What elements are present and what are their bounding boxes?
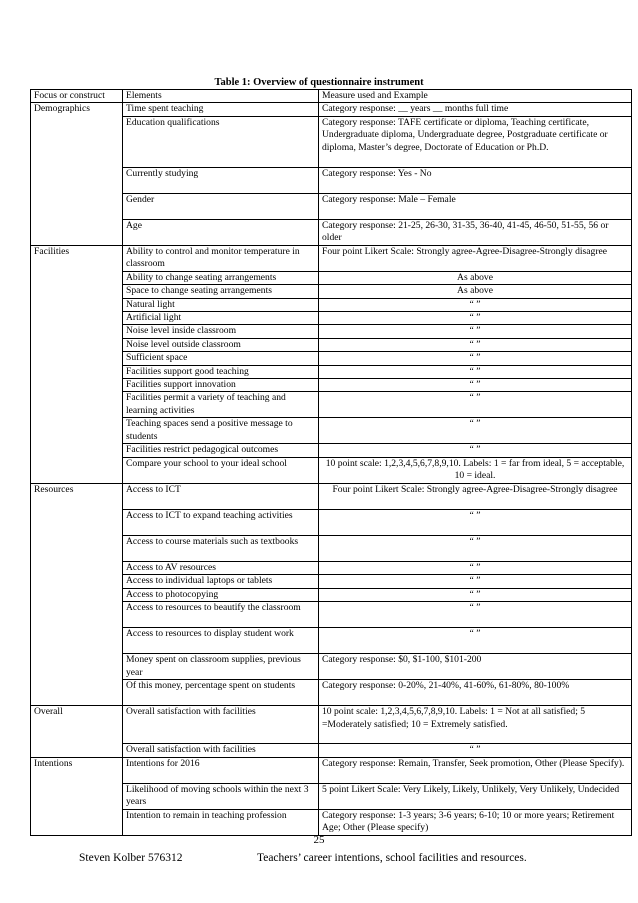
focus-cell [31,602,123,628]
element-cell: Space to change seating arrangements [123,285,319,298]
focus-cell [31,167,123,193]
focus-cell [31,338,123,351]
table-row [31,561,632,574]
measure-cell: “ ” [319,744,632,757]
element-cell: Likelihood of moving schools within the next 3 years [123,783,319,809]
table-row [31,116,632,167]
measure-cell: Category response: Male – Female [319,193,632,219]
measure-cell: Category response: 1-3 years; 3-6 years; 6-10; 10 or more years; Retirement Age; Other (Please specify) [319,809,632,835]
table-row [31,483,632,509]
measure-cell: “ ” [319,444,632,457]
table-row [31,245,632,271]
header-focus: Focus or construct [31,90,123,103]
focus-cell [31,628,123,654]
focus-cell [31,680,123,706]
element-cell: Compare your school to your ideal school [123,457,319,483]
table-header-row [31,90,632,103]
element-cell: Facilities restrict pedagogical outcomes [123,444,319,457]
element-cell: Access to individual laptops or tablets [123,575,319,588]
measure-cell: “ ” [319,312,632,325]
measure-cell: “ ” [319,338,632,351]
element-cell: Gender [123,193,319,219]
table-row [31,312,632,325]
table-row [31,298,632,311]
element-cell: Intention to remain in teaching profession [123,809,319,835]
element-cell: Education qualifications [123,116,319,167]
focus-cell [31,116,123,167]
focus-cell [31,219,123,245]
table-row [31,219,632,245]
element-cell: Access to resources to beautify the classroom [123,602,319,628]
measure-cell: As above [319,285,632,298]
table-row [31,365,632,378]
focus-cell [31,312,123,325]
measure-cell: “ ” [319,352,632,365]
measure-cell: “ ” [319,588,632,601]
measure-cell: Category response: TAFE certificate or diploma, Teaching certificate, Undergraduate diploma, Undergraduate degree, Postgraduate certificate or diploma, Master’s degree, Doctorate of Education or Ph.D. [319,116,632,167]
element-cell: Access to ICT to expand teaching activities [123,509,319,535]
measure-cell: As above [319,271,632,284]
table-row [31,338,632,351]
table-row [31,352,632,365]
measure-cell: Category response: Yes - No [319,167,632,193]
focus-cell [31,365,123,378]
table-row [31,325,632,338]
table-row [31,628,632,654]
footer-title: Teachers’ career intentions, school facilities and resources. [257,852,527,864]
measure-cell: “ ” [319,535,632,561]
measure-cell: Four point Likert Scale: Strongly agree-Agree-Disagree-Strongly disagree [319,245,632,271]
measure-cell: 10 point scale: 1,2,3,4,5,6,7,8,9,10. Labels: 1 = Not at all satisfied; 5 =Moderately satisfied; 10 = Extremely satisfied. [319,706,632,744]
focus-cell: Intentions [31,757,123,783]
table-row [31,509,632,535]
element-cell: Facilities permit a variety of teaching and learning activities [123,392,319,418]
element-cell: Time spent teaching [123,103,319,116]
focus-cell [31,325,123,338]
measure-cell: “ ” [319,561,632,574]
element-cell: Noise level inside classroom [123,325,319,338]
measure-cell: “ ” [319,379,632,392]
focus-cell [31,298,123,311]
element-cell: Ability to change seating arrangements [123,271,319,284]
table-row [31,444,632,457]
measure-cell: “ ” [319,418,632,444]
measure-cell: Category response: Remain, Transfer, Seek promotion, Other (Please Specify). [319,757,632,783]
table-row [31,392,632,418]
measure-cell: Category response: 0-20%, 21-40%, 41-60%, 61-80%, 80-100% [319,680,632,706]
element-cell: Ability to control and monitor temperature in classroom [123,245,319,271]
element-cell: Of this money, percentage spent on students [123,680,319,706]
table-row [31,706,632,744]
element-cell: Access to AV resources [123,561,319,574]
measure-cell: “ ” [319,298,632,311]
element-cell: Currently studying [123,167,319,193]
measure-cell: “ ” [319,602,632,628]
measure-cell: “ ” [319,628,632,654]
element-cell: Teaching spaces send a positive message to students [123,418,319,444]
element-cell: Natural light [123,298,319,311]
element-cell: Money spent on classroom supplies, previous year [123,654,319,680]
measure-cell: “ ” [319,575,632,588]
table-row [31,602,632,628]
table-row [31,783,632,809]
focus-cell [31,535,123,561]
measure-cell: “ ” [319,325,632,338]
table-row [31,285,632,298]
focus-cell [31,193,123,219]
questionnaire-table [30,89,632,836]
focus-cell [31,654,123,680]
table-row [31,744,632,757]
focus-cell [31,352,123,365]
measure-cell: Four point Likert Scale: Strongly agree-Agree-Disagree-Strongly disagree [319,483,632,509]
page-number: 25 [313,834,325,846]
measure-cell: “ ” [319,392,632,418]
element-cell: Noise level outside classroom [123,338,319,351]
element-cell: Overall satisfaction with facilities [123,706,319,744]
measure-cell: “ ” [319,509,632,535]
measure-cell: Category response: __ years __ months full time [319,103,632,116]
element-cell: Overall satisfaction with facilities [123,744,319,757]
element-cell: Facilities support good teaching [123,365,319,378]
header-elements: Elements [123,90,319,103]
table-row [31,809,632,835]
focus-cell [31,783,123,809]
table-row [31,588,632,601]
focus-cell [31,444,123,457]
focus-cell [31,575,123,588]
table-row [31,271,632,284]
focus-cell [31,379,123,392]
table-row [31,379,632,392]
focus-cell [31,561,123,574]
focus-cell [31,588,123,601]
focus-cell [31,509,123,535]
focus-cell [31,271,123,284]
element-cell: Artificial light [123,312,319,325]
element-cell: Age [123,219,319,245]
table-row [31,575,632,588]
table-row [31,167,632,193]
measure-cell: “ ” [319,365,632,378]
element-cell: Access to photocopying [123,588,319,601]
measure-cell: 5 point Likert Scale: Very Likely, Likely, Unlikely, Very Unlikely, Undecided [319,783,632,809]
element-cell: Access to ICT [123,483,319,509]
element-cell: Sufficient space [123,352,319,365]
table-row [31,535,632,561]
element-cell: Facilities support innovation [123,379,319,392]
element-cell: Intentions for 2016 [123,757,319,783]
focus-cell [31,809,123,835]
measure-cell: 10 point scale: 1,2,3,4,5,6,7,8,9,10. Labels: 1 = far from ideal, 5 = acceptable, 10 = ideal. [319,457,632,483]
table-row [31,457,632,483]
focus-cell: Facilities [31,245,123,271]
focus-cell: Demographics [31,103,123,116]
focus-cell [31,418,123,444]
header-measure: Measure used and Example [319,90,632,103]
focus-cell [31,744,123,757]
focus-cell [31,457,123,483]
focus-cell [31,285,123,298]
table-row [31,654,632,680]
measure-cell: Category response: $0, $1-100, $101-200 [319,654,632,680]
table-row [31,757,632,783]
table-row [31,103,632,116]
table-row [31,680,632,706]
focus-cell: Resources [31,483,123,509]
element-cell: Access to resources to display student work [123,628,319,654]
table-row [31,418,632,444]
footer-author: Steven Kolber 576312 [79,852,183,864]
measure-cell: Category response: 21-25, 26-30, 31-35, 36-40, 41-45, 46-50, 51-55, 56 or older [319,219,632,245]
focus-cell: Overall [31,706,123,744]
table-row [31,193,632,219]
focus-cell [31,392,123,418]
table-caption: Table 1: Overview of questionnaire instrument [214,77,424,88]
element-cell: Access to course materials such as textbooks [123,535,319,561]
